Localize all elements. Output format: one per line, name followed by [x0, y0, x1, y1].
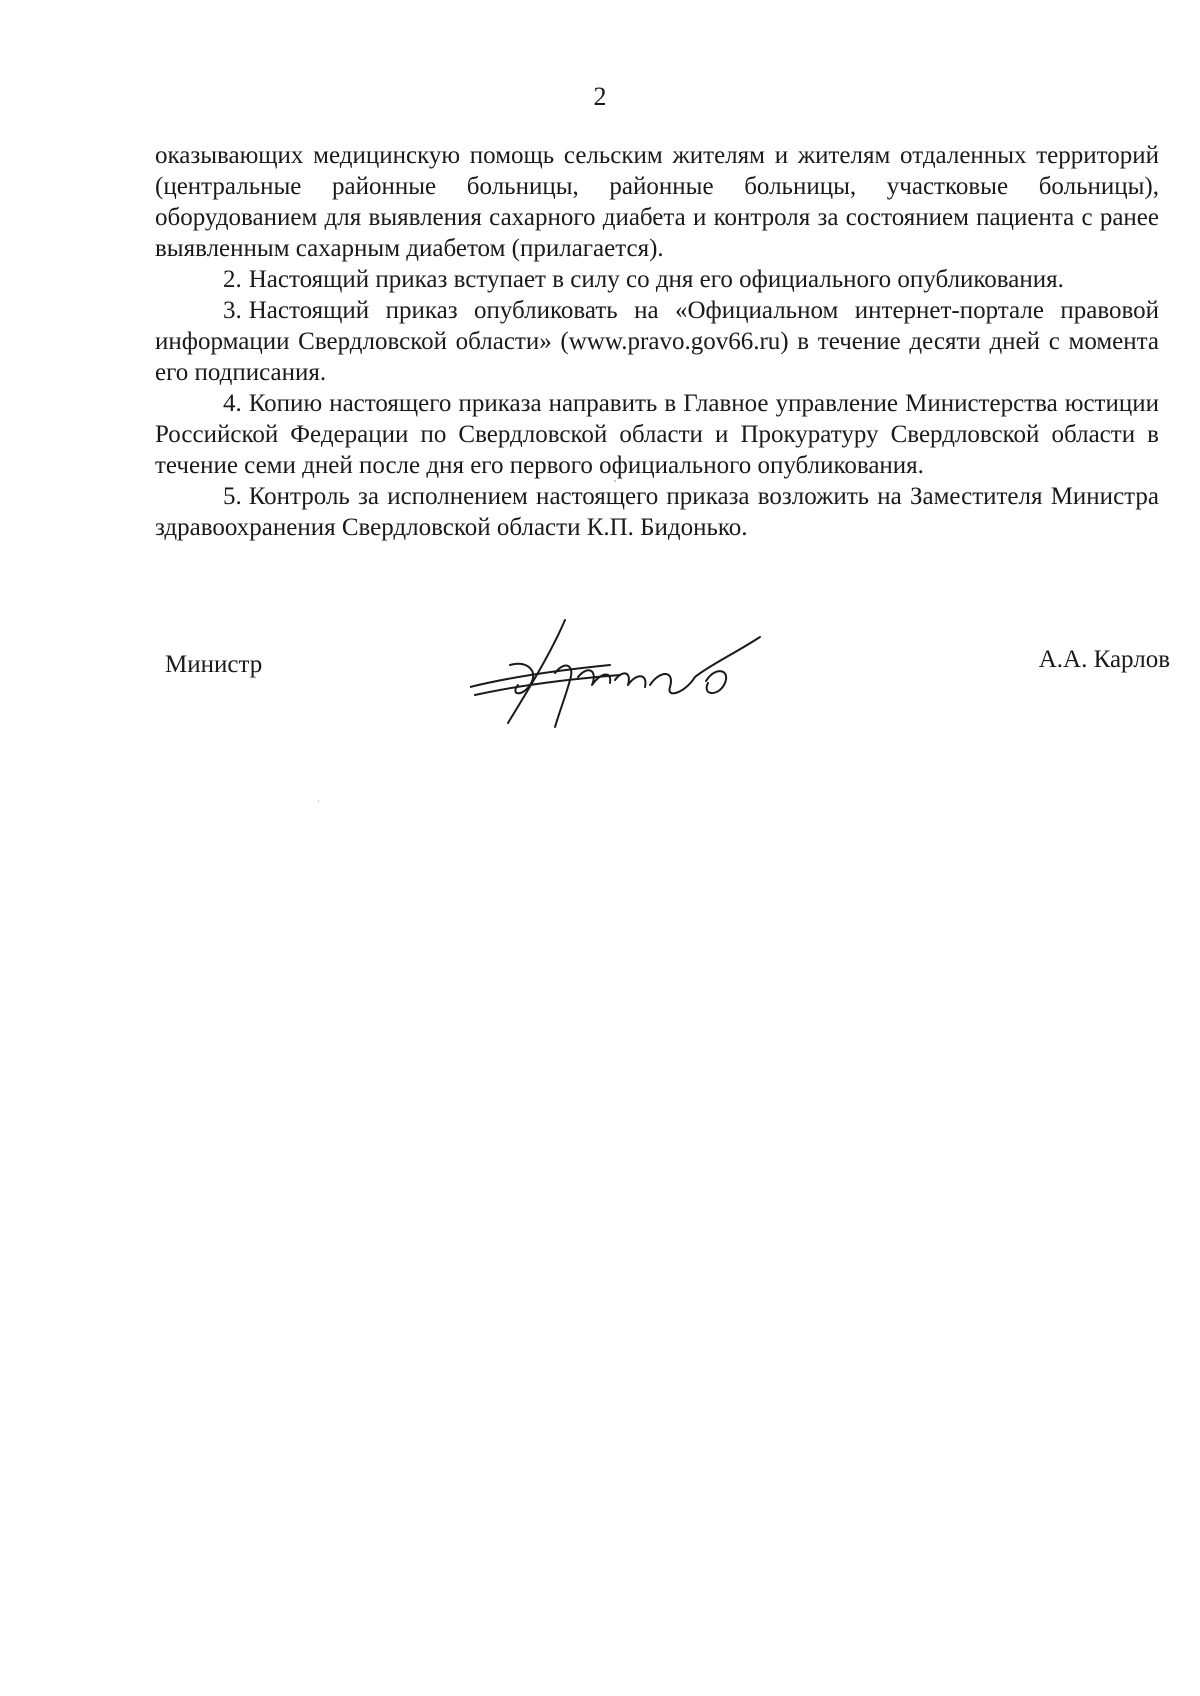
paragraph-item-3: [155, 295, 1159, 388]
paragraph-item-5: [155, 481, 1159, 543]
paragraph-text: оказывающих медицинскую помощь сельским жителям и жителям отдаленных территорий (центральные районные больницы, районные больницы, участковые больницы), оборудованием для выявления сахарного диабета и контроля за состоянием пациента с ранее выявленным сахарным диабетом (прилагается).: [155, 142, 1159, 262]
paragraph-number: 5.: [223, 483, 242, 510]
handwritten-signature: [470, 615, 780, 730]
signatory-name: А.А. Карлов: [1038, 646, 1170, 673]
signature-block: [0, 615, 1200, 735]
paragraph-text: Настоящий приказ опубликовать на «Официальном интернет-портале правовой информации Свердловской области» (www.pravo.gov66.ru) в течение десяти дней с момента его подписания.: [155, 297, 1159, 386]
page-number: 2: [593, 82, 607, 111]
paragraph-number: 2.: [223, 266, 242, 293]
scan-speck: [318, 800, 319, 802]
paragraph-text: Копию настоящего приказа направить в Главное управление Министерства юстиции Российской Федерации по Свердловской области и Прокуратуру Свердловской области в течение семи дней после дня его первого официального опубликования.: [155, 390, 1159, 479]
paragraph-text: Настоящий приказ вступает в силу со дня его официального опубликования.: [248, 266, 1064, 293]
signatory-position: Министр: [165, 651, 263, 678]
paragraph-text: Контроль за исполнением настоящего приказа возложить на Заместителя Министра здравоохранения Свердловской области К.П. Бидонько.: [155, 483, 1159, 541]
document-body: [155, 140, 1159, 543]
paragraph-continuation: [155, 140, 1159, 264]
scan-speck: [614, 480, 616, 482]
paragraph-number: 3.: [223, 297, 242, 324]
paragraph-item-2: [155, 264, 1159, 295]
paragraph-item-4: [155, 388, 1159, 481]
paragraph-number: 4.: [223, 390, 242, 417]
